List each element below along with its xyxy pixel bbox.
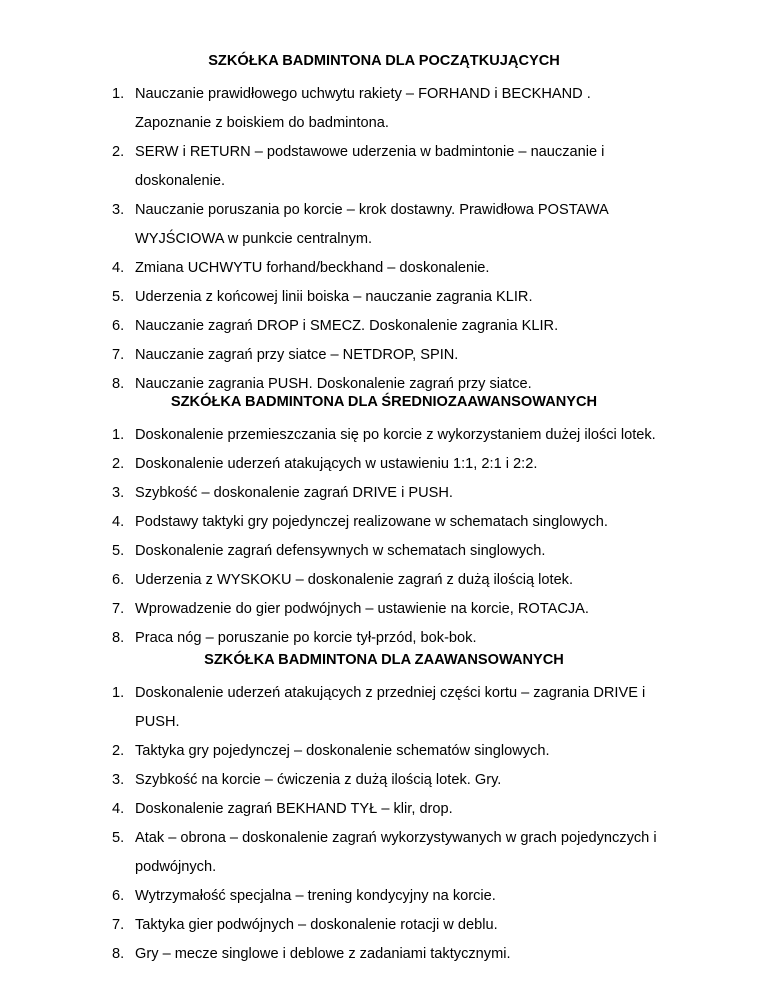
list-item (0, 260, 768, 277)
item-text: Nauczanie zagrań DROP i SMECZ. Doskonalenie zagrania KLIR. (135, 318, 559, 334)
list-item (0, 289, 768, 306)
item-text: Nauczanie poruszania po korcie – krok dostawny. Prawidłowa POSTAWA (135, 202, 609, 218)
item-number: 8. (112, 630, 125, 646)
item-text-continued: podwójnych. (135, 859, 217, 875)
item-number: 3. (112, 202, 125, 218)
item-number: 2. (112, 456, 125, 472)
item-text: Uderzenia z końcowej linii boiska – nauczanie zagrania KLIR. (135, 289, 533, 305)
list-item (0, 801, 768, 818)
section-title: SZKÓŁKA BADMINTONA DLA ŚREDNIOZAAWANSOWANYCH (170, 394, 598, 410)
list-item (0, 685, 768, 731)
item-number: 3. (112, 485, 125, 501)
item-number: 4. (112, 801, 125, 817)
section-title: SZKÓŁKA BADMINTONA DLA ZAAWANSOWANYCH (204, 652, 564, 668)
section-title: SZKÓŁKA BADMINTONA DLA POCZĄTKUJĄCYCH (208, 53, 560, 69)
item-text: Szybkość – doskonalenie zagrań DRIVE i PUSH. (135, 485, 453, 501)
section-intermediate (0, 394, 768, 659)
list-item (0, 144, 768, 190)
item-number: 8. (112, 946, 125, 962)
item-number: 4. (112, 260, 125, 276)
item-text: Zmiana UCHWYTU forhand/beckhand – doskonalenie. (135, 260, 490, 276)
list-item (0, 318, 768, 335)
item-number: 5. (112, 830, 125, 846)
item-number: 7. (112, 347, 125, 363)
item-text-continued: PUSH. (135, 714, 180, 730)
list-item (0, 772, 768, 789)
lesson-list (0, 685, 768, 963)
item-text: Doskonalenie zagrań BEKHAND TYŁ – klir, drop. (135, 801, 453, 817)
item-number: 5. (112, 289, 125, 305)
list-item (0, 601, 768, 618)
list-item (0, 485, 768, 502)
item-text: Nauczanie prawidłowego uchwytu rakiety – FORHAND i BECKHAND . (135, 86, 591, 102)
item-text: Taktyka gier podwójnych – doskonalenie rotacji w deblu. (135, 917, 498, 933)
item-number: 6. (112, 572, 125, 588)
item-text-continued: doskonalenie. (135, 173, 226, 189)
item-text-continued: Zapoznanie z boiskiem do badmintona. (135, 115, 389, 131)
item-text: Praca nóg – poruszanie po korcie tył-przód, bok-bok. (135, 630, 477, 646)
list-item (0, 888, 768, 905)
item-number: 6. (112, 318, 125, 334)
item-text: Nauczanie zagrania PUSH. Doskonalenie zagrań przy siatce. (135, 376, 532, 392)
item-text: Gry – mecze singlowe i deblowe z zadaniami taktycznymi. (135, 946, 511, 962)
item-number: 2. (112, 743, 125, 759)
item-text: Wprowadzenie do gier podwójnych – ustawienie na korcie, ROTACJA. (135, 601, 589, 617)
list-item (0, 543, 768, 560)
item-text: Atak – obrona – doskonalenie zagrań wykorzystywanych w grach pojedynczych i (135, 830, 657, 846)
item-text: Wytrzymałość specjalna – trening kondycyjny na korcie. (135, 888, 496, 904)
lesson-list (0, 86, 768, 393)
item-number: 1. (112, 685, 125, 701)
item-number: 7. (112, 601, 125, 617)
item-number: 7. (112, 917, 125, 933)
list-item (0, 376, 768, 393)
list-item (0, 86, 768, 132)
item-number: 1. (112, 427, 125, 443)
item-text: Taktyka gry pojedynczej – doskonalenie schematów singlowych. (135, 743, 550, 759)
item-text: Nauczanie zagrań przy siatce – NETDROP, SPIN. (135, 347, 459, 363)
list-item (0, 427, 768, 444)
list-item (0, 743, 768, 760)
item-text: Szybkość na korcie – ćwiczenia z dużą ilością lotek. Gry. (135, 772, 502, 788)
item-number: 2. (112, 144, 125, 160)
section-advanced (0, 652, 768, 975)
item-text: SERW i RETURN – podstawowe uderzenia w badmintonie – nauczanie i (135, 144, 605, 160)
item-text: Doskonalenie uderzeń atakujących z przedniej części kortu – zagrania DRIVE i (135, 685, 646, 701)
item-number: 5. (112, 543, 125, 559)
item-text: Podstawy taktyki gry pojedynczej realizowane w schematach singlowych. (135, 514, 608, 530)
item-number: 4. (112, 514, 125, 530)
item-text-continued: WYJŚCIOWA w punkcie centralnym. (135, 231, 373, 247)
list-item (0, 514, 768, 531)
item-text: Doskonalenie zagrań defensywnych w schematach singlowych. (135, 543, 546, 559)
lesson-list (0, 427, 768, 647)
item-text: Doskonalenie przemieszczania się po korcie z wykorzystaniem dużej ilości lotek. (135, 427, 656, 443)
list-item (0, 830, 768, 876)
item-text: Doskonalenie uderzeń atakujących w ustawieniu 1:1, 2:1 i 2:2. (135, 456, 538, 472)
item-number: 1. (112, 86, 125, 102)
item-number: 3. (112, 772, 125, 788)
list-item (0, 630, 768, 647)
section-beginners (0, 53, 768, 405)
item-number: 6. (112, 888, 125, 904)
list-item (0, 456, 768, 473)
list-item (0, 572, 768, 589)
item-text: Uderzenia z WYSKOKU – doskonalenie zagrań z dużą ilością lotek. (135, 572, 574, 588)
item-number: 8. (112, 376, 125, 392)
list-item (0, 946, 768, 963)
list-item (0, 347, 768, 364)
list-item (0, 202, 768, 248)
list-item (0, 917, 768, 934)
